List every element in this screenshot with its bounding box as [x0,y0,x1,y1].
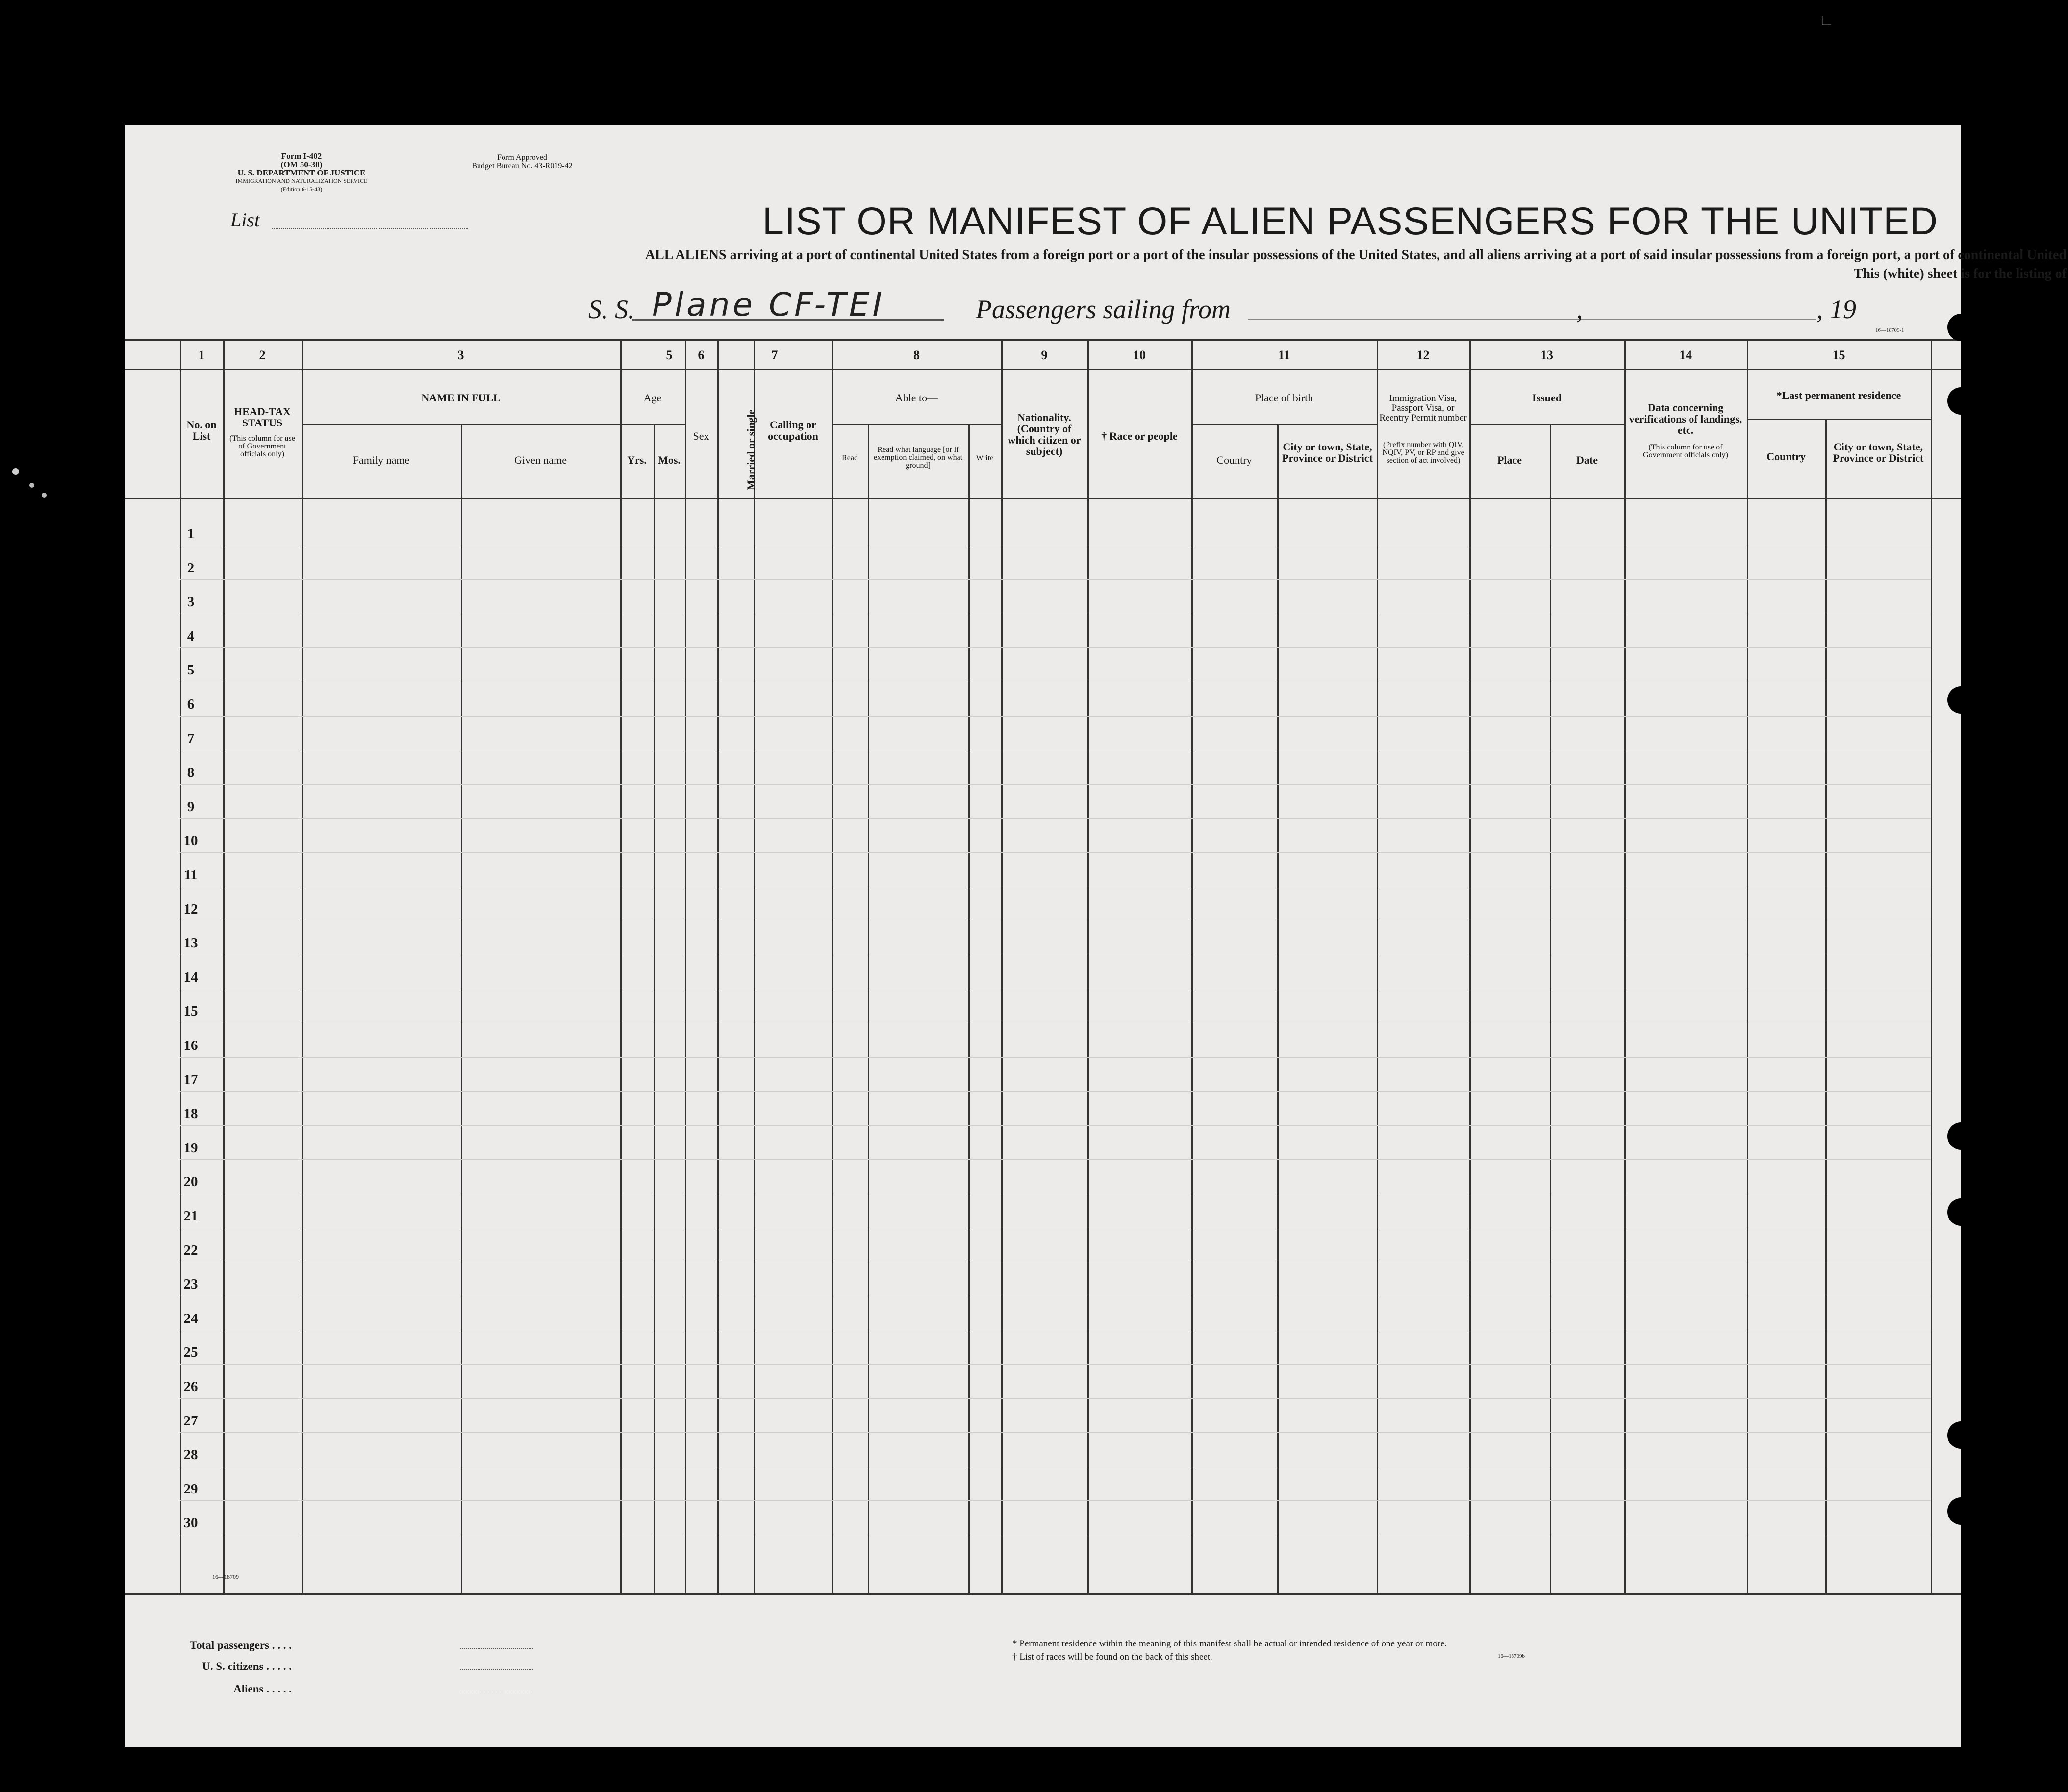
row-rule [180,852,1931,853]
row-number: 5 [187,662,195,678]
row-number: 2 [187,560,195,576]
header-months: Mos. [658,454,681,466]
dust-speck [29,483,34,488]
page-title: LIST OR MANIFEST OF ALIEN PASSENGERS FOR THE UNITED [762,199,1939,243]
col-divider [1377,339,1378,1593]
row-number: 6 [187,697,195,712]
row-number: 23 [183,1276,198,1292]
form-identification [199,152,404,194]
header-residence-city: City or town, State, Province or District [1833,441,1924,464]
row-number: 21 [183,1208,198,1224]
instructions-line-2: This (white) sheet is for the listing of [1853,266,2067,281]
column-number: 7 [771,348,778,362]
footer-form-code: 16—18709b [1498,1653,1525,1659]
col-divider [717,339,719,1593]
us-citizens-field[interactable] [460,1669,533,1670]
row-number: 15 [183,1003,198,1019]
form-om: (OM 50-30) [280,160,323,169]
row-rule [180,1500,1931,1501]
row-rule [180,1432,1931,1433]
budget-bureau-number: Budget Bureau No. 43-R019-42 [472,162,573,170]
year-prefix: , 19 [1816,295,1856,324]
row-number: 17 [183,1072,198,1088]
issued-subheader-line [1469,424,1624,425]
col-divider [1469,339,1471,1593]
row-number: 24 [183,1311,198,1326]
col-divider [1550,424,1551,1593]
col-divider [754,339,755,1593]
service-name: IMMIGRATION AND NATURALIZATION SERVICE [235,177,368,184]
header-landing-data: Data concerning verifications of landings, etc. [1629,401,1742,436]
col-divider [968,424,970,1593]
row-rule [180,1057,1931,1058]
sailing-date-field[interactable] [1606,319,1816,320]
header-head-tax: HEAD-TAX STATUS [234,405,291,429]
col-divider [832,339,833,1593]
row-number: 26 [183,1379,198,1394]
punch-hole [1947,387,1975,415]
manifest-sheet [125,125,2067,1747]
vessel-name-handwritten: Plane CF-TEI [652,286,885,324]
col-divider [302,339,303,1593]
header-visa: Immigration Visa, Passport Visa, or Reentry Permit number [1379,393,1467,423]
col-divider [1191,339,1193,1593]
col-divider [1087,339,1089,1593]
ss-label: S. S. [588,295,635,324]
list-number-field[interactable] [272,228,468,229]
header-sex: Sex [693,430,709,442]
row-rule [180,1125,1931,1126]
column-number: 1 [198,348,205,362]
header-visa-note: (Prefix number with QIV, NQIV, PV, or RP and give section of act involved) [1382,441,1464,465]
row-number: 13 [183,935,198,951]
header-calling: Calling or occupation [768,419,818,442]
table-bottom-border [125,1593,1961,1595]
form-code: 16—18709-1 [1875,327,1904,333]
dust-speck [12,468,19,475]
header-race: † Race or people [1101,430,1178,442]
row-number: 7 [187,731,195,747]
header-given-name: Given name [514,454,567,466]
row-number: 14 [183,970,198,985]
col-divider [620,339,622,1593]
header-read: Read [842,454,858,462]
header-age: Age [643,392,662,404]
column-number-divider [125,369,1961,370]
punch-hole [1947,1421,1975,1449]
aliens-label: Aliens . . . . . [233,1683,292,1695]
birth-subheader-line [1191,424,1377,425]
col-divider [461,424,462,1593]
punch-hole [1947,1198,1975,1226]
dust-speck [42,493,47,498]
header-bottom-border [125,498,1961,499]
row-number: 4 [187,628,195,644]
row-number: 25 [183,1344,198,1360]
row-number: 8 [187,765,195,780]
permanent-residence-note: * Permanent residence within the meaning of this manifest shall be actual or intended residence of one year or more. [1012,1639,1447,1649]
row-number: 29 [183,1481,198,1497]
header-head-tax-note: (This column for use of Government officials only) [229,434,295,458]
header-place-of-birth: Place of birth [1255,392,1313,404]
col-divider [654,424,655,1593]
us-citizens-label: U. S. citizens . . . . . [202,1660,292,1672]
punch-hole [1947,1497,1975,1525]
col-divider [1277,424,1279,1593]
header-landing-note: (This column for use of Government officials only) [1643,443,1728,459]
able-subheader-line [832,424,1001,425]
row-number: 12 [183,901,198,917]
punch-hole [1947,1122,1975,1150]
col-divider [1825,419,1827,1593]
column-number: 10 [1133,348,1146,362]
row-number: 30 [183,1515,198,1531]
bottom-form-code: 16—18709 [212,1573,239,1580]
header-able-to: Able to— [895,392,938,404]
column-number: 14 [1679,348,1692,362]
date-separator: , [1576,295,1583,324]
col-divider [868,424,869,1593]
row-number: 18 [183,1106,198,1121]
department-name: U. S. DEPARTMENT OF JUSTICE [237,168,366,177]
header-nationality: Nationality. (Country of which citizen or subject) [1008,411,1081,457]
row-number: 20 [183,1174,198,1190]
table-top-border [125,339,1961,341]
name-subheader-line [302,424,620,425]
row-rule [180,1091,1931,1092]
race-list-note: † List of races will be found on the back of this sheet. [1012,1652,1212,1662]
row-number: 9 [187,799,195,815]
form-edition: (Edition 6-15-43) [280,186,323,193]
row-number: 22 [183,1243,198,1258]
total-passengers-label: Total passengers . . . . [189,1639,292,1651]
header-birth-city: City or town, State, Province or District [1282,441,1373,464]
age-subheader-line [620,424,685,425]
punch-hole [1947,314,1975,341]
column-number: 6 [698,348,705,362]
row-number: 16 [183,1038,198,1053]
header-years: Yrs. [627,454,647,466]
form-number: Form I-402 [281,151,322,161]
form-approved-text: Form Approved [497,153,547,162]
column-number: 8 [913,348,920,362]
header-birth-country: Country [1216,454,1252,466]
total-passengers-field[interactable] [460,1648,533,1649]
row-number: 3 [187,594,195,610]
row-rule [180,818,1931,819]
column-number: 9 [1041,348,1048,362]
header-name-in-full: NAME IN FULL [421,392,501,404]
row-number: 10 [183,833,198,848]
row-number: 1 [187,526,195,542]
column-number: 15 [1832,348,1845,362]
vessel-name-field[interactable] [632,319,944,321]
row-number: 19 [183,1140,198,1156]
corner-mark: ∟ [1819,12,1834,28]
punch-hole [1947,686,1975,714]
header-no-on-list: No. on List [186,419,217,442]
column-number: 2 [259,348,266,362]
header-residence-country: Country [1766,450,1806,463]
header-family-name: Family name [353,454,410,466]
col-divider [223,339,225,1593]
list-label: List [230,209,260,231]
header-last-residence: *Last permanent residence [1776,389,1901,401]
row-number: 11 [184,867,198,883]
row-number: 27 [183,1413,198,1429]
header-issued-date: Date [1576,454,1598,466]
row-rule [180,1398,1931,1399]
header-issued: Issued [1532,392,1562,404]
col-divider [1931,339,1932,1593]
header-read-language: Read what language [or if exemption claimed, on what ground] [873,446,963,470]
column-number: 13 [1540,348,1553,362]
row-rule [180,1364,1931,1365]
instructions-line-1: ALL ALIENS arriving at a port of continental United States from a foreign port or a port of the insular possessions of the United States, and all aliens arriving at a port of said insular possessions from a foreign port, a port of continental United [645,248,2067,263]
row-rule [180,579,1931,580]
form-approval [439,153,605,170]
col-divider [1624,339,1626,1593]
col-divider [1001,339,1003,1593]
row-rule [180,1159,1931,1160]
row-number: 28 [183,1447,198,1463]
header-issued-place: Place [1497,454,1522,466]
column-number: 12 [1416,348,1430,362]
passengers-sailing-label: Passengers sailing from [976,295,1231,324]
row-rule [180,647,1931,648]
header-write: Write [976,454,994,462]
col-divider [685,339,686,1593]
row-rule [180,716,1931,717]
row-rule [180,784,1931,785]
residence-subheader-line [1747,419,1931,420]
column-number: 5 [666,348,673,362]
column-number: 3 [457,348,464,362]
col-divider [1747,339,1748,1593]
header-married: Married or single [745,409,757,490]
column-number: 11 [1278,348,1290,362]
